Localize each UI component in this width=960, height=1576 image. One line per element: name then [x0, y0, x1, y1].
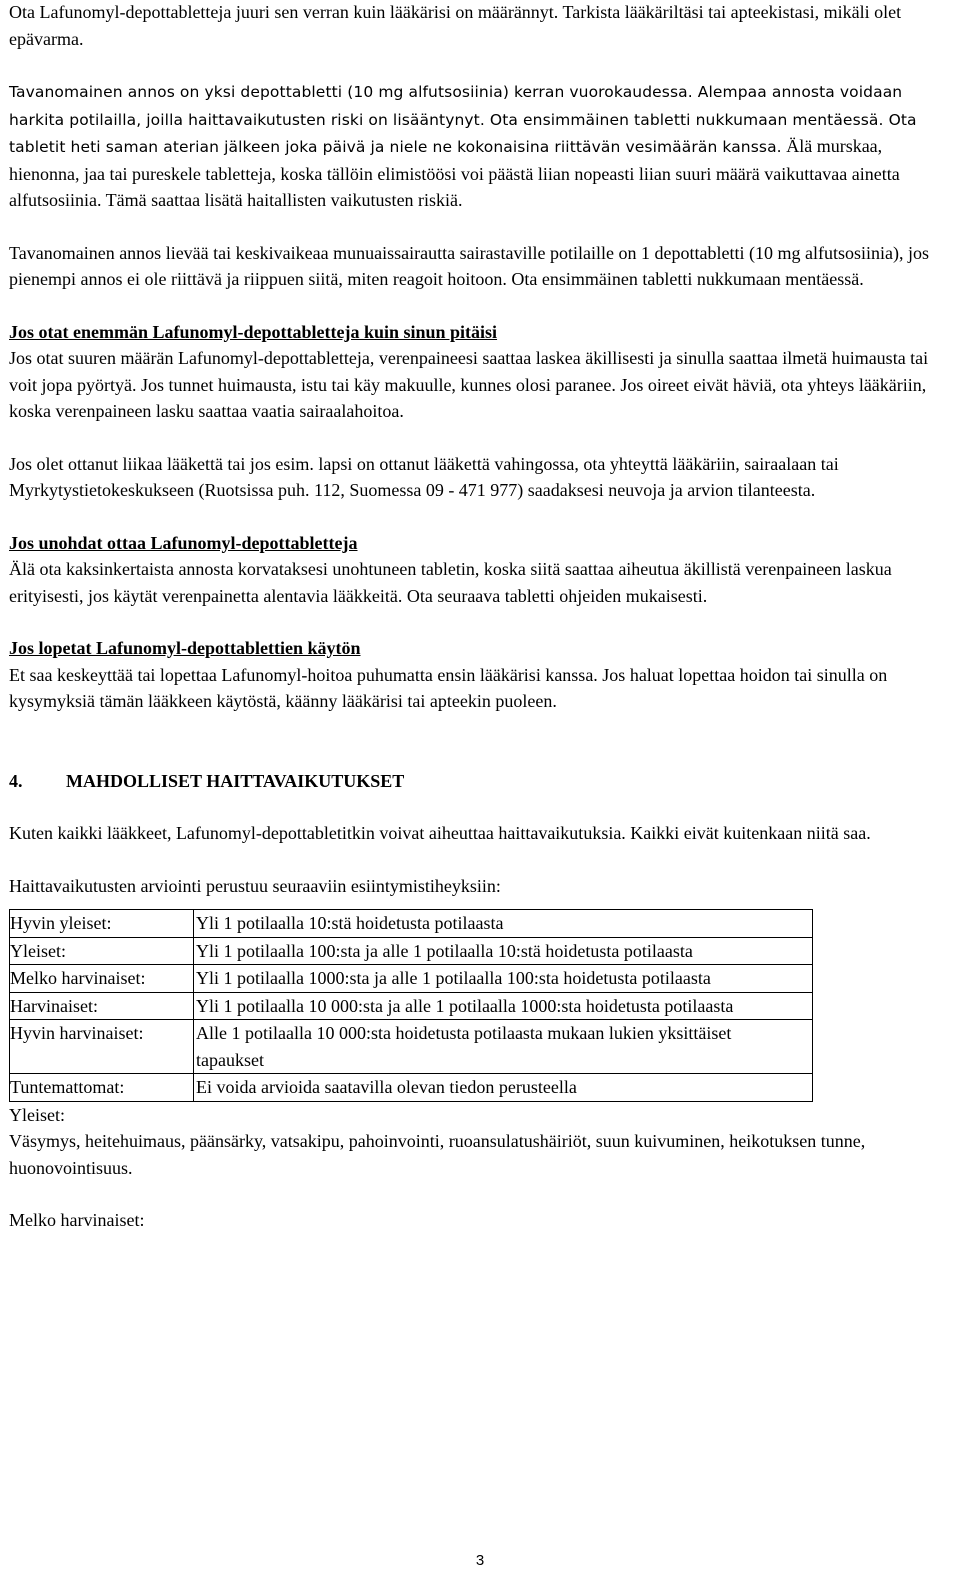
- intro-paragraph-2: [9, 78, 953, 214]
- frequency-definition: Yli 1 potilaalla 100:sta ja alle 1 potilaalla 10:stä hoidetusta potilaasta: [194, 937, 813, 965]
- table-row: [10, 992, 813, 1020]
- table-row: [10, 1020, 813, 1074]
- frequency-label: Tuntemattomat:: [10, 1074, 194, 1102]
- missed-dose-heading: Jos unohdat ottaa Lafunomyl-depottabletteja: [9, 532, 358, 553]
- frequency-label: Yleiset:: [10, 937, 194, 965]
- page-number: 3: [475, 1552, 485, 1569]
- frequency-definition: Yli 1 potilaalla 1000:sta ja alle 1 potilaalla 100:sta hoidetusta potilaasta: [194, 965, 813, 993]
- uncommon-effects-label: Melko harvinaiset:: [9, 1210, 145, 1230]
- frequency-table: [9, 909, 813, 1102]
- frequency-definition: Alle 1 potilaalla 10 000:sta hoidetusta potilaasta mukaan lukien yksittäiset tapaukset: [194, 1020, 813, 1074]
- common-effects-label: Yleiset:: [9, 1104, 65, 1125]
- table-row: [10, 937, 813, 965]
- frequency-label: Melko harvinaiset:: [10, 965, 194, 993]
- stopping-paragraph: Et saa keskeyttää tai lopettaa Lafunomyl-hoitoa puhumatta ensin lääkärisi kanssa. Jos haluat lopettaa hoidon tai sinulla on kysymyksiä tämän lääkkeen käytöstä, käänny lääkärisi tai apteekin puoleen.: [9, 664, 888, 711]
- section-title-text: MAHDOLLISET HAITTAVAIKUTUKSET: [66, 770, 405, 791]
- overdose-paragraph-2: Jos olet ottanut liikaa lääkettä tai jos esim. lapsi on ottanut lääkettä vahingossa, ota yhteyttä lääkäriin, sairaalaan tai Myrkytystietokeskukseen (Ruotsissa puh. 112, Suomessa 09 - 471 977) saadaksesi neuvoja ja arvion tilanteesta.: [9, 453, 839, 500]
- frequency-label: Hyvin yleiset:: [10, 910, 194, 938]
- intro-paragraph-3: Tavanomainen annos lievää tai keskivaikeaa munuaissairautta sairastaville potilaille on 1 depottabletti (10 mg alfutsosiinia), jos pienempi annos ei ole riittävä ja riippuen siitä, miten reagoit hoitoon. Ota ensimmäinen tabletti nukkumaan mentäessä.: [9, 242, 929, 289]
- frequency-definition: Yli 1 potilaalla 10:stä hoidetusta potilaasta: [194, 910, 813, 938]
- table-row: [10, 1074, 813, 1102]
- frequency-label: Harvinaiset:: [10, 992, 194, 1020]
- section-number: 4.: [9, 770, 23, 791]
- frequency-definition: Ei voida arvioida saatavilla olevan tiedon perusteella: [194, 1074, 813, 1102]
- missed-dose-paragraph: Älä ota kaksinkertaista annosta korvataksesi unohtuneen tabletin, koska siitä saattaa aiheutua äkillistä verenpaineen laskua erityisesti, jos käytät verenpainetta alentavia lääkkeitä. Ota seuraava tabletti ohjeiden mukaisesti.: [9, 559, 892, 606]
- table-row: [10, 910, 813, 938]
- document-page: [9, 0, 953, 1234]
- stopping-heading: Jos lopetat Lafunomyl-depottablettien käytön: [9, 638, 361, 658]
- overdose-paragraph-1: Jos otat suuren määrän Lafunomyl-depottabletteja, verenpaineesi saattaa laskea äkillisesti ja sinulla saattaa ilmetä huimausta tai voit jopa pyörtyä. Jos tunnet huimausta, istu tai käy makuulle, kunnes olosi paranee. Jos oireet eivät häviä, ota yhteys lääkäriin, koska verenpaineen lasku saattaa vaatia sairaalahoitoa.: [9, 348, 929, 421]
- table-row: [10, 965, 813, 993]
- intro-paragraph-1: Ota Lafunomyl-depottabletteja juuri sen verran kuin lääkärisi on määrännyt. Tarkista lääkäriltäsi tai apteekistasi, mikäli olet epävarma.: [9, 2, 902, 49]
- section-4-paragraph-2: Haittavaikutusten arviointi perustuu seuraaviin esiintymistiheyksiin:: [9, 875, 501, 896]
- intro-paragraph-2-part-a: Tavanomainen annos on yksi depottabletti (10 mg alfutsosiinia) kerran vuorokaudessa. Alempaa annosta voidaan harkita potilailla, joilla haittavaikutusten riski on lisääntynyt. Ota ensimmäinen tabletti nukkumaan mentäessä. Ota tabletit heti saman aterian jälkeen joka päivä ja niele ne kokonaisina riittävän vesimäärän kanssa.: [9, 83, 917, 156]
- intro-paragraph-2-part-b: Älä murskaa, hienonna, jaa tai pureskele tabletteja, koska tällöin elimistöösi voi päästä liian nopeasti liian suuri määrä vaikuttavaa ainetta alfutsosiinia. Tämä saattaa lisätä haitallisten vaikutusten riskiä.: [9, 136, 900, 210]
- overdose-heading: Jos otat enemmän Lafunomyl-depottabletteja kuin sinun pitäisi: [9, 321, 498, 342]
- section-4-title: [9, 768, 953, 795]
- frequency-label: Hyvin harvinaiset:: [10, 1020, 194, 1074]
- frequency-definition: Yli 1 potilaalla 10 000:sta ja alle 1 potilaalla 1000:sta hoidetusta potilaasta: [194, 992, 813, 1020]
- section-4-paragraph-1: Kuten kaikki lääkkeet, Lafunomyl-depottabletitkin voivat aiheuttaa haittavaikutuksia. Kaikki eivät kuitenkaan niitä saa.: [9, 823, 871, 843]
- common-effects-text: Väsymys, heitehuimaus, päänsärky, vatsakipu, pahoinvointi, ruoansulatushäiriöt, suun kuivuminen, heikotuksen tunne, huonovointisuus.: [9, 1131, 866, 1178]
